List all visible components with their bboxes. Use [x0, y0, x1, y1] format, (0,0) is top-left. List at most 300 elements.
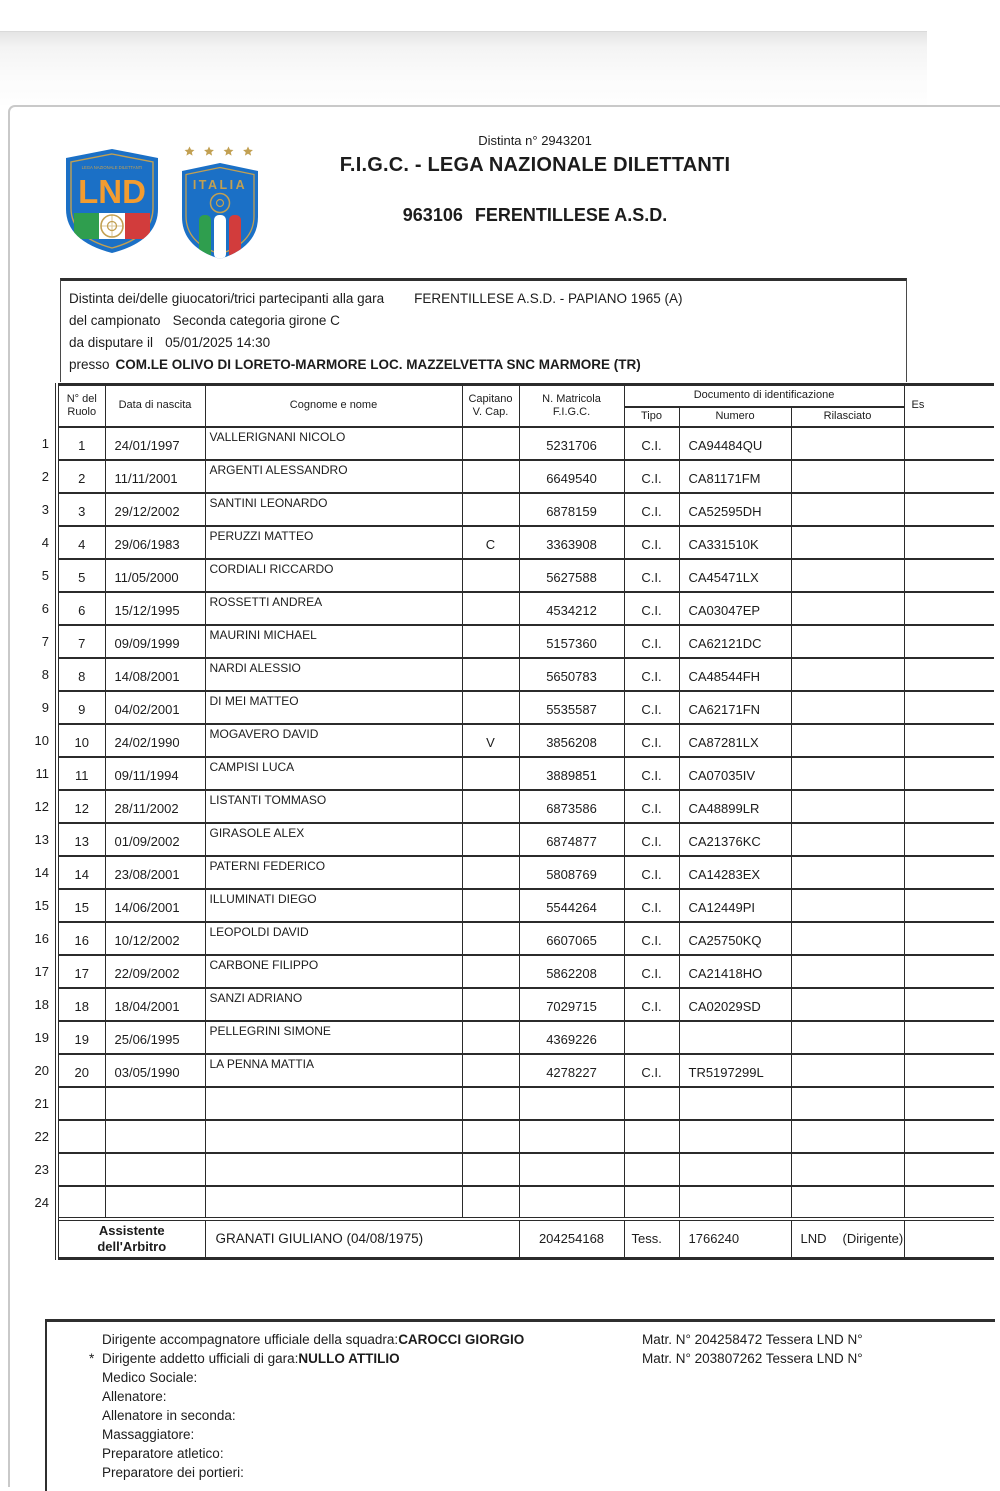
cell-numero: CA87281LX [679, 724, 791, 757]
cell-cognome-nome: VALLERIGNANI NICOLO [205, 427, 462, 460]
cell-matricola: 5650783 [519, 658, 624, 691]
cell-matricola: 6878159 [519, 493, 624, 526]
cell-numero: CA62121DC [679, 625, 791, 658]
cell-matricola: 4369226 [519, 1021, 624, 1054]
cell-matricola: 7029715 [519, 988, 624, 1021]
table-row [30, 955, 994, 988]
cell-tipo: C.I. [624, 559, 679, 592]
cell-estremi [904, 625, 994, 658]
players-tbody [30, 427, 994, 1219]
assistant-name: GRANATI GIULIANO (04/08/1975) [205, 1219, 519, 1259]
data-label: da disputare il [69, 335, 154, 350]
table-row [30, 526, 994, 559]
cell-matricola [519, 1186, 624, 1219]
cell-tipo: C.I. [624, 988, 679, 1021]
cell-numero [679, 1153, 791, 1186]
cell-ruolo: 18 [57, 988, 105, 1021]
cell-data-nascita: 24/02/1990 [105, 724, 205, 757]
cell-matricola: 6874877 [519, 823, 624, 856]
row-index: 5 [41, 567, 49, 583]
cell-numero: CA25750KQ [679, 922, 791, 955]
row-index: 22 [34, 1128, 49, 1144]
cell-numero: CA21418HO [679, 955, 791, 988]
row-index: 21 [34, 1095, 49, 1111]
assistant-numero: 1766240 [679, 1219, 791, 1259]
assistant-rilasciato: LND (Dirigente) [791, 1219, 904, 1259]
assistant-row [30, 1219, 994, 1259]
cell-cognome-nome: CORDIALI RICCARDO [205, 559, 462, 592]
assistant-label: Assistente dell'Arbitro [57, 1219, 205, 1259]
italia-text: ITALIA [192, 178, 248, 192]
staff-label: Allenatore: [102, 1389, 167, 1404]
cell-data-nascita: 09/11/1994 [105, 757, 205, 790]
cell-rilasciato [791, 1021, 904, 1054]
cell-capitano [462, 1054, 519, 1087]
cell-cognome-nome: ROSSETTI ANDREA [205, 592, 462, 625]
cell-cognome-nome [205, 1153, 462, 1186]
header-cognome-nome: Cognome e nome [205, 385, 462, 427]
header-matricola: N. Matricola F.I.G.C. [519, 385, 624, 427]
cell-tipo: C.I. [624, 724, 679, 757]
campionato-label: del campionato [69, 313, 161, 328]
assistant-matricola: 204254168 [519, 1219, 624, 1259]
staff-label: Allenatore in seconda: [102, 1408, 236, 1423]
cell-ruolo: 8 [57, 658, 105, 691]
lnd-text: LND [78, 173, 146, 210]
cell-cognome-nome: SANZI ADRIANO [205, 988, 462, 1021]
cell-rilasciato [791, 889, 904, 922]
row-index: 12 [34, 798, 49, 814]
cell-matricola [519, 1120, 624, 1153]
cell-estremi [904, 1087, 994, 1120]
cell-capitano [462, 988, 519, 1021]
header-estremi: Es [904, 385, 994, 427]
cell-rilasciato [791, 460, 904, 493]
staff-value: CAROCCI GIORGIO [398, 1332, 525, 1347]
cell-rilasciato [791, 823, 904, 856]
cell-tipo: C.I. [624, 790, 679, 823]
cell-matricola: 6873586 [519, 790, 624, 823]
cell-rilasciato [791, 988, 904, 1021]
cell-data-nascita [105, 1087, 205, 1120]
cell-estremi [904, 955, 994, 988]
staff-matricola: Matr. N° 203807262 Tessera LND N° [642, 1351, 863, 1366]
cell-cognome-nome: DI MEI MATTEO [205, 691, 462, 724]
cell-matricola: 5862208 [519, 955, 624, 988]
cell-tipo: C.I. [624, 658, 679, 691]
row-index: 18 [34, 996, 49, 1012]
staff-matricola: Matr. N° 204258472 Tessera LND N° [642, 1332, 863, 1347]
cell-capitano: V [462, 724, 519, 757]
cell-numero: CA45471LX [679, 559, 791, 592]
cell-capitano [462, 757, 519, 790]
cell-tipo: C.I. [624, 757, 679, 790]
cell-tipo [624, 1021, 679, 1054]
cell-ruolo: 20 [57, 1054, 105, 1087]
data-value: 05/01/2025 14:30 [165, 335, 271, 350]
cell-matricola: 3363908 [519, 526, 624, 559]
cell-estremi [904, 427, 994, 460]
cell-ruolo [57, 1120, 105, 1153]
cell-cognome-nome [205, 1087, 462, 1120]
cell-data-nascita: 09/09/1999 [105, 625, 205, 658]
row-index: 9 [41, 699, 49, 715]
cell-rilasciato [791, 922, 904, 955]
cell-estremi [904, 658, 994, 691]
cell-data-nascita: 29/06/1983 [105, 526, 205, 559]
cell-estremi [904, 460, 994, 493]
cell-capitano [462, 1186, 519, 1219]
cell-rilasciato [791, 724, 904, 757]
cell-tipo: C.I. [624, 526, 679, 559]
gara-value: FERENTILLESE A.S.D. - PAPIANO 1965 (A) [414, 291, 683, 306]
info-line-gara [69, 291, 898, 306]
cell-estremi [904, 1021, 994, 1054]
cell-rilasciato [791, 559, 904, 592]
cell-matricola [519, 1087, 624, 1120]
cell-tipo: C.I. [624, 427, 679, 460]
header-capitano: Capitano V. Cap. [462, 385, 519, 427]
cell-capitano [462, 592, 519, 625]
cell-capitano [462, 427, 519, 460]
cell-estremi [904, 1054, 994, 1087]
cell-numero: CA48544FH [679, 658, 791, 691]
cell-estremi [904, 592, 994, 625]
cell-numero: TR5197299L [679, 1054, 791, 1087]
cell-capitano [462, 922, 519, 955]
cell-cognome-nome: LISTANTI TOMMASO [205, 790, 462, 823]
cell-numero: CA03047EP [679, 592, 791, 625]
cell-estremi [904, 988, 994, 1021]
cell-matricola: 5535587 [519, 691, 624, 724]
cell-ruolo: 14 [57, 856, 105, 889]
cell-rilasciato [791, 856, 904, 889]
cell-ruolo: 11 [57, 757, 105, 790]
cell-rilasciato [791, 592, 904, 625]
cell-tipo: C.I. [624, 889, 679, 922]
match-info-box [60, 278, 907, 382]
cell-ruolo [57, 1153, 105, 1186]
cell-estremi [904, 559, 994, 592]
staff-row [47, 1387, 995, 1406]
cell-rilasciato [791, 658, 904, 691]
cell-numero: CA81171FM [679, 460, 791, 493]
header-numero: Numero [679, 407, 791, 427]
table-row [30, 1054, 994, 1087]
cell-cognome-nome [205, 1120, 462, 1153]
staff-list [47, 1330, 995, 1482]
cell-ruolo: 3 [57, 493, 105, 526]
table-row [30, 856, 994, 889]
table-row [30, 460, 994, 493]
cell-tipo [624, 1087, 679, 1120]
row-index: 23 [34, 1161, 49, 1177]
cell-numero [679, 1120, 791, 1153]
header-rilasciato: Rilasciato [791, 407, 904, 427]
cell-rilasciato [791, 493, 904, 526]
cell-estremi [904, 823, 994, 856]
staff-star: * [89, 1351, 95, 1366]
staff-label: Preparatore dei portieri: [102, 1465, 244, 1480]
cell-tipo: C.I. [624, 592, 679, 625]
row-index: 1 [41, 435, 49, 451]
cell-rilasciato [791, 427, 904, 460]
cell-data-nascita: 01/09/2002 [105, 823, 205, 856]
row-index: 19 [34, 1029, 49, 1045]
cell-estremi [904, 526, 994, 559]
table-row [30, 988, 994, 1021]
cell-cognome-nome: PELLEGRINI SIMONE [205, 1021, 462, 1054]
cell-data-nascita: 24/01/1997 [105, 427, 205, 460]
cell-ruolo: 10 [57, 724, 105, 757]
presso-value: COM.LE OLIVO DI LORETO-MARMORE LOC. MAZZELVETTA SNC MARMORE (TR) [115, 357, 641, 372]
lnd-logo-icon [62, 145, 162, 257]
staff-row [47, 1368, 995, 1387]
cell-capitano [462, 856, 519, 889]
table-row [30, 922, 994, 955]
row-index: 11 [35, 765, 49, 781]
cell-capitano [462, 1087, 519, 1120]
staff-row [47, 1425, 995, 1444]
cell-numero: CA52595DH [679, 493, 791, 526]
row-index: 13 [34, 831, 49, 847]
cell-numero: CA02029SD [679, 988, 791, 1021]
staff-label: Dirigente accompagnatore ufficiale della squadra: [102, 1332, 399, 1347]
roster-table [30, 383, 994, 1260]
cell-data-nascita [105, 1120, 205, 1153]
row-index: 14 [34, 864, 49, 880]
cell-capitano [462, 823, 519, 856]
cell-estremi [904, 1120, 994, 1153]
cell-capitano [462, 559, 519, 592]
staff-value: NULLO ATTILIO [298, 1351, 400, 1366]
row-index: 6 [41, 600, 49, 616]
cell-rilasciato [791, 1120, 904, 1153]
cell-capitano [462, 790, 519, 823]
table-row [30, 493, 994, 526]
cell-estremi [904, 493, 994, 526]
staff-label: Dirigente addetto ufficiali di gara: [102, 1351, 299, 1366]
header-data-nascita: Data di nascita [105, 385, 205, 427]
cell-data-nascita: 03/05/1990 [105, 1054, 205, 1087]
cell-tipo: C.I. [624, 691, 679, 724]
document-header [190, 133, 880, 226]
cell-data-nascita [105, 1153, 205, 1186]
staff-box [45, 1319, 995, 1491]
table-row [30, 1021, 994, 1054]
cell-data-nascita: 11/05/2000 [105, 559, 205, 592]
cell-matricola: 3856208 [519, 724, 624, 757]
cell-data-nascita: 25/06/1995 [105, 1021, 205, 1054]
cell-numero [679, 1186, 791, 1219]
cell-ruolo [57, 1087, 105, 1120]
row-index: 16 [34, 930, 49, 946]
cell-data-nascita: 04/02/2001 [105, 691, 205, 724]
cell-tipo [624, 1153, 679, 1186]
row-index: 8 [41, 666, 49, 682]
cell-ruolo: 13 [57, 823, 105, 856]
cell-rilasciato [791, 1054, 904, 1087]
table-row [30, 427, 994, 460]
campionato-value: Seconda categoria girone C [172, 313, 340, 328]
cell-data-nascita: 15/12/1995 [105, 592, 205, 625]
cell-ruolo: 17 [57, 955, 105, 988]
cell-cognome-nome: CAMPISI LUCA [205, 757, 462, 790]
cell-cognome-nome: PATERNI FEDERICO [205, 856, 462, 889]
cell-capitano [462, 1153, 519, 1186]
staff-row [47, 1463, 995, 1482]
cell-ruolo: 1 [57, 427, 105, 460]
cell-rilasciato [791, 1153, 904, 1186]
info-line-campionato [69, 313, 898, 328]
cell-data-nascita: 29/12/2002 [105, 493, 205, 526]
cell-data-nascita: 28/11/2002 [105, 790, 205, 823]
cell-cognome-nome [205, 1186, 462, 1219]
staff-label: Medico Sociale: [102, 1370, 198, 1385]
table-row [30, 625, 994, 658]
cell-matricola: 3889851 [519, 757, 624, 790]
cell-estremi [904, 724, 994, 757]
table-row [30, 691, 994, 724]
club-code: 963106 [402, 205, 463, 225]
cell-tipo: C.I. [624, 625, 679, 658]
cell-tipo: C.I. [624, 922, 679, 955]
staff-label: Preparatore atletico: [102, 1446, 224, 1461]
cell-matricola: 5808769 [519, 856, 624, 889]
cell-numero: CA94484QU [679, 427, 791, 460]
cell-numero: CA331510K [679, 526, 791, 559]
cell-capitano [462, 691, 519, 724]
table-row [30, 889, 994, 922]
cell-data-nascita: 10/12/2002 [105, 922, 205, 955]
table-row [30, 757, 994, 790]
cell-matricola: 4534212 [519, 592, 624, 625]
cell-estremi [904, 1153, 994, 1186]
cell-estremi [904, 889, 994, 922]
cell-cognome-nome: ARGENTI ALESSANDRO [205, 460, 462, 493]
row-index: 10 [34, 732, 49, 748]
row-index: 15 [34, 897, 49, 913]
cell-ruolo: 5 [57, 559, 105, 592]
federation-title: F.I.G.C. - LEGA NAZIONALE DILETTANTI [339, 154, 731, 176]
cell-cognome-nome: MOGAVERO DAVID [205, 724, 462, 757]
cell-ruolo: 19 [57, 1021, 105, 1054]
cell-cognome-nome: SANTINI LEONARDO [205, 493, 462, 526]
table-row [30, 658, 994, 691]
cell-rilasciato [791, 1186, 904, 1219]
cell-rilasciato [791, 691, 904, 724]
staff-row [47, 1330, 995, 1349]
cell-rilasciato [791, 526, 904, 559]
cell-capitano [462, 1120, 519, 1153]
cell-tipo: C.I. [624, 1054, 679, 1087]
table-row [30, 1087, 994, 1120]
cell-tipo: C.I. [624, 955, 679, 988]
cell-estremi [904, 922, 994, 955]
viewer-toolbar [0, 0, 927, 32]
header-ruolo: N° del Ruolo [57, 385, 105, 427]
table-row [30, 724, 994, 757]
club-title [190, 205, 880, 226]
cell-ruolo: 2 [57, 460, 105, 493]
toolbar-shadow [0, 32, 927, 105]
header-documento: Documento di identificazione [624, 385, 904, 407]
cell-numero: CA07035IV [679, 757, 791, 790]
club-name: FERENTILLESE A.S.D. [474, 205, 668, 225]
cell-estremi [904, 1186, 994, 1219]
cell-matricola: 5627588 [519, 559, 624, 592]
table-row [30, 790, 994, 823]
row-index: 3 [41, 501, 49, 517]
cell-capitano [462, 493, 519, 526]
cell-matricola: 4278227 [519, 1054, 624, 1087]
cell-ruolo [57, 1186, 105, 1219]
row-index: 7 [41, 633, 49, 649]
cell-rilasciato [791, 1087, 904, 1120]
presso-label: presso [69, 357, 110, 372]
cell-numero: CA14283EX [679, 856, 791, 889]
cell-matricola: 5157360 [519, 625, 624, 658]
cell-capitano [462, 460, 519, 493]
cell-rilasciato [791, 625, 904, 658]
header-tipo: Tipo [624, 407, 679, 427]
row-index: 17 [34, 963, 49, 979]
cell-numero: CA48899LR [679, 790, 791, 823]
cell-estremi [904, 757, 994, 790]
cell-data-nascita: 14/08/2001 [105, 658, 205, 691]
cell-rilasciato [791, 955, 904, 988]
cell-estremi [904, 691, 994, 724]
cell-capitano [462, 658, 519, 691]
table-row [30, 1186, 994, 1219]
cell-tipo [624, 1120, 679, 1153]
cell-matricola: 5231706 [519, 427, 624, 460]
cell-cognome-nome: CARBONE FILIPPO [205, 955, 462, 988]
cell-tipo: C.I. [624, 823, 679, 856]
row-index: 2 [41, 468, 49, 484]
info-line-data [69, 335, 898, 350]
table-row [30, 1120, 994, 1153]
document-page [8, 105, 1000, 1487]
cell-estremi [904, 856, 994, 889]
cell-data-nascita: 14/06/2001 [105, 889, 205, 922]
cell-numero: CA21376KC [679, 823, 791, 856]
cell-matricola: 6607065 [519, 922, 624, 955]
cell-tipo: C.I. [624, 460, 679, 493]
cell-cognome-nome: GIRASOLE ALEX [205, 823, 462, 856]
cell-cognome-nome: MAURINI MICHAEL [205, 625, 462, 658]
cell-cognome-nome: ILLUMINATI DIEGO [205, 889, 462, 922]
cell-ruolo: 7 [57, 625, 105, 658]
cell-data-nascita: 22/09/2002 [105, 955, 205, 988]
info-line-presso [69, 357, 898, 372]
cell-cognome-nome: NARDI ALESSIO [205, 658, 462, 691]
cell-matricola: 6649540 [519, 460, 624, 493]
table-row [30, 559, 994, 592]
cell-data-nascita: 11/11/2001 [105, 460, 205, 493]
cell-cognome-nome: PERUZZI MATTEO [205, 526, 462, 559]
cell-capitano [462, 955, 519, 988]
cell-ruolo: 4 [57, 526, 105, 559]
row-index: 20 [34, 1062, 49, 1078]
cell-ruolo: 16 [57, 922, 105, 955]
staff-label: Massaggiatore: [102, 1427, 195, 1442]
cell-ruolo: 15 [57, 889, 105, 922]
cell-ruolo: 12 [57, 790, 105, 823]
cell-tipo: C.I. [624, 493, 679, 526]
table-row [30, 823, 994, 856]
cell-rilasciato [791, 790, 904, 823]
